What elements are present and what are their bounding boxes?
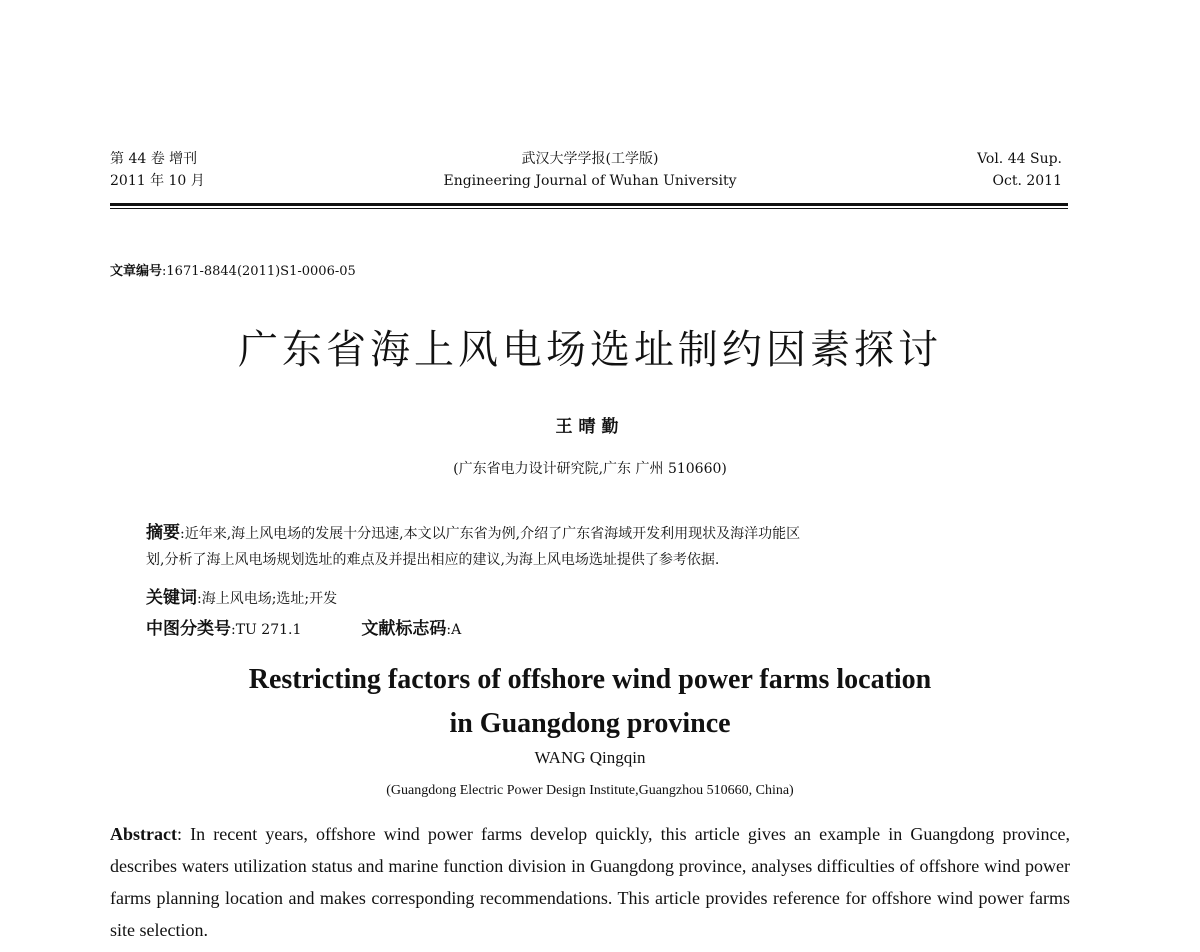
cn-title: 广东省海上风电场选址制约因素探讨 — [238, 327, 942, 373]
cn-keywords-value: :海上风电场;选址;开发 — [197, 591, 338, 607]
cn-class-value: :TU 271.1 — [231, 622, 302, 638]
en-title-line1: Restricting factors of offshore wind power farms location — [248, 664, 932, 695]
journal-volume-info-en — [977, 148, 1062, 192]
cn-abstract — [146, 520, 1046, 573]
volume-line-en: Vol. 44 Sup. — [977, 151, 1062, 167]
en-title-line2: in Guangdong province — [449, 708, 731, 739]
en-author: WANG Qingqin — [534, 748, 646, 767]
en-abstract-text: : In recent years, offshore wind power farms develop quickly, this article gives an example in Guangdong province, describes waters utilization status and marine function division in Guangdong province, analyses difficulties of offshore wind power farms planning location and makes corresponding recommendations. This article provides reference for offshore wind power farms site selection. — [110, 824, 1070, 940]
cn-keywords — [146, 585, 1046, 612]
journal-name-en: Engineering Journal of Wuhan University — [443, 173, 737, 189]
cn-author: 王晴勤 — [555, 417, 625, 437]
date-line-en: Oct. 2011 — [992, 173, 1062, 189]
cn-abstract-line1: :近年来,海上风电场的发展十分迅速,本文以广东省为例,介绍了广东省海域开发利用现状及海洋功能区 — [180, 526, 801, 542]
cn-doc-label: 文献标志码 — [361, 619, 447, 639]
header-rule-thick — [110, 203, 1068, 206]
cn-abstract-label: 摘要 — [146, 523, 180, 543]
cn-keywords-label: 关键词 — [146, 588, 197, 608]
en-affiliation: (Guangdong Electric Power Design Institute,Guangzhou 510660, China) — [386, 783, 794, 798]
journal-volume-info — [110, 148, 205, 192]
volume-line: 第 44 卷 增刊 — [110, 151, 198, 167]
date-line: 2011 年 10 月 — [110, 173, 205, 189]
cn-doc-value: :A — [446, 622, 462, 638]
article-number-label: 文章编号 — [110, 264, 163, 279]
journal-name — [380, 148, 800, 192]
header-rule-thin — [110, 208, 1068, 209]
cn-class-label: 中图分类号 — [146, 619, 231, 639]
cn-affiliation: (广东省电力设计研究院,广东 广州 510660) — [453, 461, 727, 477]
journal-name-cn: 武汉大学学报(工学版) — [521, 151, 659, 167]
en-abstract-label: Abstract — [110, 824, 177, 844]
cn-classification — [146, 616, 1046, 643]
en-abstract — [110, 818, 1070, 946]
cn-abstract-line2: 划,分析了海上风电场规划选址的难点及并提出相应的建议,为海上风电场选址提供了参考依据. — [146, 552, 720, 568]
en-title — [0, 658, 1180, 746]
article-number-value: :1671-8844(2011)S1-0006-05 — [162, 264, 356, 279]
article-number — [110, 260, 356, 279]
